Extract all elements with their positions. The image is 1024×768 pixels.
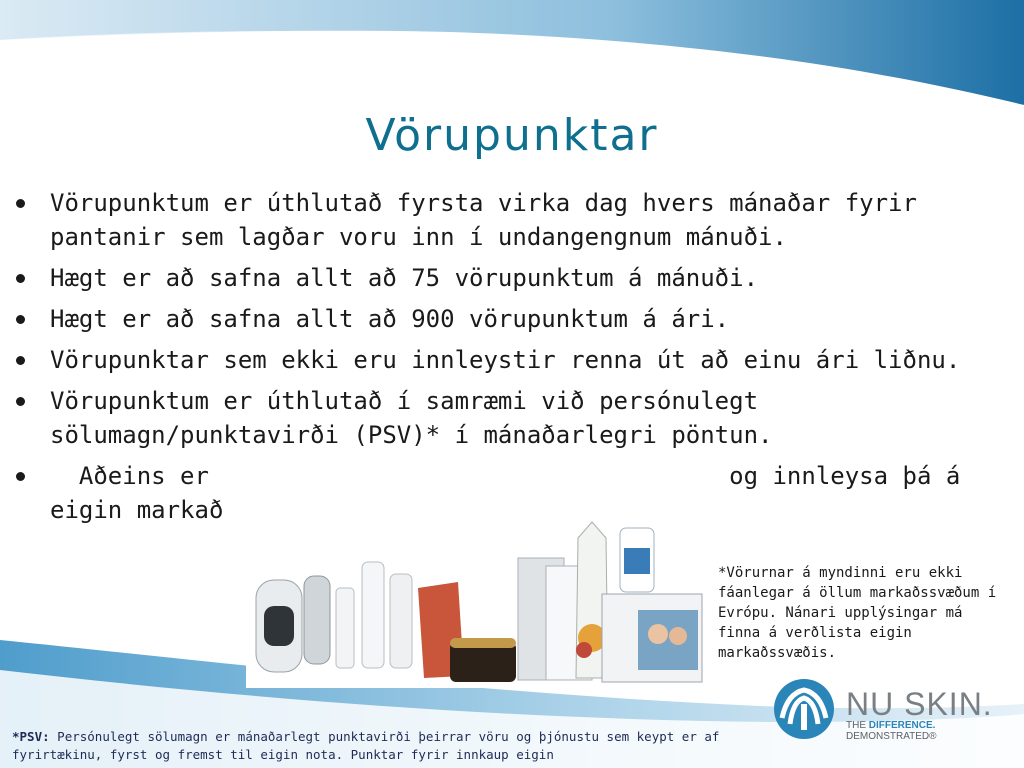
bullet-dot-icon (16, 356, 25, 365)
bullet-text: Aðeins er og innleysa þá á eigin markað (50, 462, 975, 524)
product-availability-note: *Vörurnar á myndinni eru ekki fáanlegar á öllum markaðssvæðum í Evrópu. Nánari upplýsingar má finna á verðlista eigin markaðssvæðis. (718, 565, 997, 661)
psv-footnote-text: Persónulegt sölumagn er mánaðarlegt punktavirði þeirrar vöru og þjónustu sem keypt er af fyrirtækinu, fyrst og fremst til eigin nota. Punktar fyrir innkaup eigin (12, 729, 720, 762)
psv-footnote-label: *PSV: (12, 729, 50, 744)
nuskin-logo-icon (772, 678, 836, 740)
psv-footnote (12, 728, 772, 764)
bullet-text: Vörupunktum er úthlutað fyrsta virka dag hvers mánaðar fyrir pantanir sem lagðar voru inn í undangengnum mánuði. (50, 189, 917, 251)
bullet-item (14, 343, 1004, 377)
bullet-text: Vörupunktar sem ekki eru innleystir renna út að einu ári liðnu. (50, 346, 961, 374)
bullet-text: Vörupunktum er úthlutað í samræmi við persónulegt sölumagn/punktavirði (PSV)* í mánaðarlegri pöntun. (50, 387, 773, 449)
bullet-dot-icon (16, 397, 25, 406)
bullet-dot-icon (16, 274, 25, 283)
logo-tagline (846, 720, 1024, 742)
bullet-dot-icon (16, 472, 25, 481)
logo-wordmark: NU SKIN. (846, 686, 993, 722)
tagline-suffix: DEMONSTRATED® (846, 731, 937, 742)
bullet-dot-icon (16, 315, 25, 324)
bullet-item (14, 261, 1004, 295)
bullet-dot-icon (16, 199, 25, 208)
bullet-item (14, 384, 1004, 452)
slide-title: Vörupunktar (365, 110, 659, 161)
product-image (246, 518, 720, 688)
bullet-list (14, 186, 1004, 534)
bullet-item (14, 302, 1004, 336)
bullet-item (14, 459, 1004, 527)
bullet-text: Hægt er að safna allt að 75 vörupunktum á mánuði. (50, 264, 759, 292)
tagline-highlight: DIFFERENCE. (868, 720, 936, 731)
tagline-prefix: THE (846, 720, 869, 731)
bullet-item (14, 186, 1004, 254)
bullet-text: Hægt er að safna allt að 900 vörupunktum á ári. (50, 305, 730, 333)
